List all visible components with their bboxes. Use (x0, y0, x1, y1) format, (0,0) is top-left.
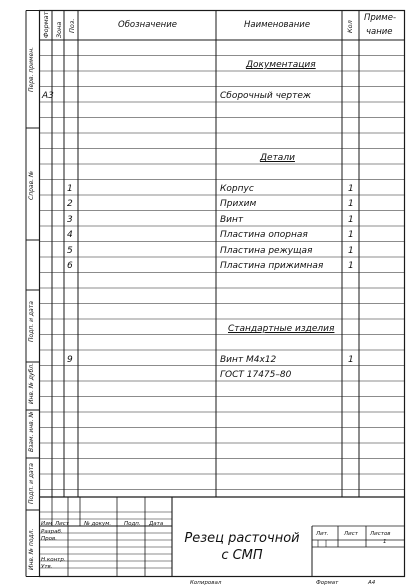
doc-format: А3 (42, 91, 54, 101)
section-parts: Детали (260, 153, 295, 163)
tb-lit: Лит. (316, 531, 329, 537)
part-3-qty: 1 (348, 215, 354, 225)
section-documentation: Документация (246, 60, 316, 70)
std-1-qty: 1 (348, 355, 354, 365)
tb-doc: № докум. (84, 521, 112, 527)
part-6-pos: 6 (67, 261, 73, 271)
part-4-qty: 1 (348, 230, 354, 240)
header-note-line2: чание (366, 27, 393, 37)
side-inv-dupl: Инв. № дубл. (28, 362, 35, 404)
tb-izm: Изм (41, 521, 53, 527)
part-5-name: Пластина режущая (220, 246, 313, 256)
doc-name: Сборочный чертеж (220, 91, 312, 101)
tb-prov: Пров. (41, 536, 57, 542)
std-1-name: Винт М4х12 (220, 355, 277, 365)
tb-sheets: Листов (370, 531, 391, 537)
side-instead-inv: Взам. инв. № (28, 411, 35, 452)
tb-list: Лист (55, 521, 69, 527)
footer-copied: Копировал (190, 580, 222, 586)
part-6-qty: 1 (348, 261, 354, 271)
part-6-name: Пластина прижимная (220, 261, 324, 271)
part-1-qty: 1 (348, 184, 354, 194)
side-inv-orig: Инв. № подл. (28, 528, 35, 570)
header-name: Наименование (244, 20, 311, 30)
tb-date: Дата (149, 521, 164, 527)
part-5-qty: 1 (348, 246, 354, 256)
header-zone: Зона (55, 21, 63, 38)
side-ref-no: Справ. № (28, 170, 35, 200)
tb-sheet: Лист (344, 531, 358, 537)
header-qty: Кол (346, 20, 354, 33)
part-2-pos: 2 (67, 199, 73, 209)
header-pos: Поз. (68, 18, 76, 33)
part-1-pos: 1 (67, 184, 73, 194)
part-4-name: Пластина опорная (220, 230, 308, 240)
side-sign-date-2: Подп. и дата (28, 463, 35, 504)
header-designation: Обозначение (118, 20, 177, 30)
tb-utv: Утв. (41, 564, 53, 570)
tb-razrab: Разраб. (41, 529, 63, 535)
header-format: Формат (42, 11, 50, 38)
footer-format: Формат (316, 580, 339, 586)
tb-nkontr: Н.контр. (41, 557, 66, 563)
side-first-use: Перв. примен. (28, 46, 35, 92)
part-1-name: Корпус (220, 184, 254, 194)
footer-format-value: А4 (368, 580, 376, 586)
header-note-line1: Приме- (364, 13, 397, 23)
tb-title-line1: Резец расточной (184, 531, 300, 546)
side-sign-date-1: Подп. и дата (28, 301, 35, 342)
part-4-pos: 4 (67, 230, 73, 240)
part-2-qty: 1 (348, 199, 354, 209)
part-3-pos: 3 (67, 215, 73, 225)
std-1-pos: 9 (67, 355, 73, 365)
part-5-pos: 5 (67, 246, 73, 256)
part-2-name: Прихим (220, 199, 257, 209)
part-3-name: Винт (220, 215, 244, 225)
std-1-name-line2: ГОСТ 17475–80 (220, 370, 292, 380)
tb-title-line2: с СМП (221, 548, 263, 563)
section-standard: Стандартные изделия (228, 324, 335, 334)
tb-sign: Подп. (124, 521, 141, 527)
tb-sheets-value: 1 (383, 539, 387, 545)
